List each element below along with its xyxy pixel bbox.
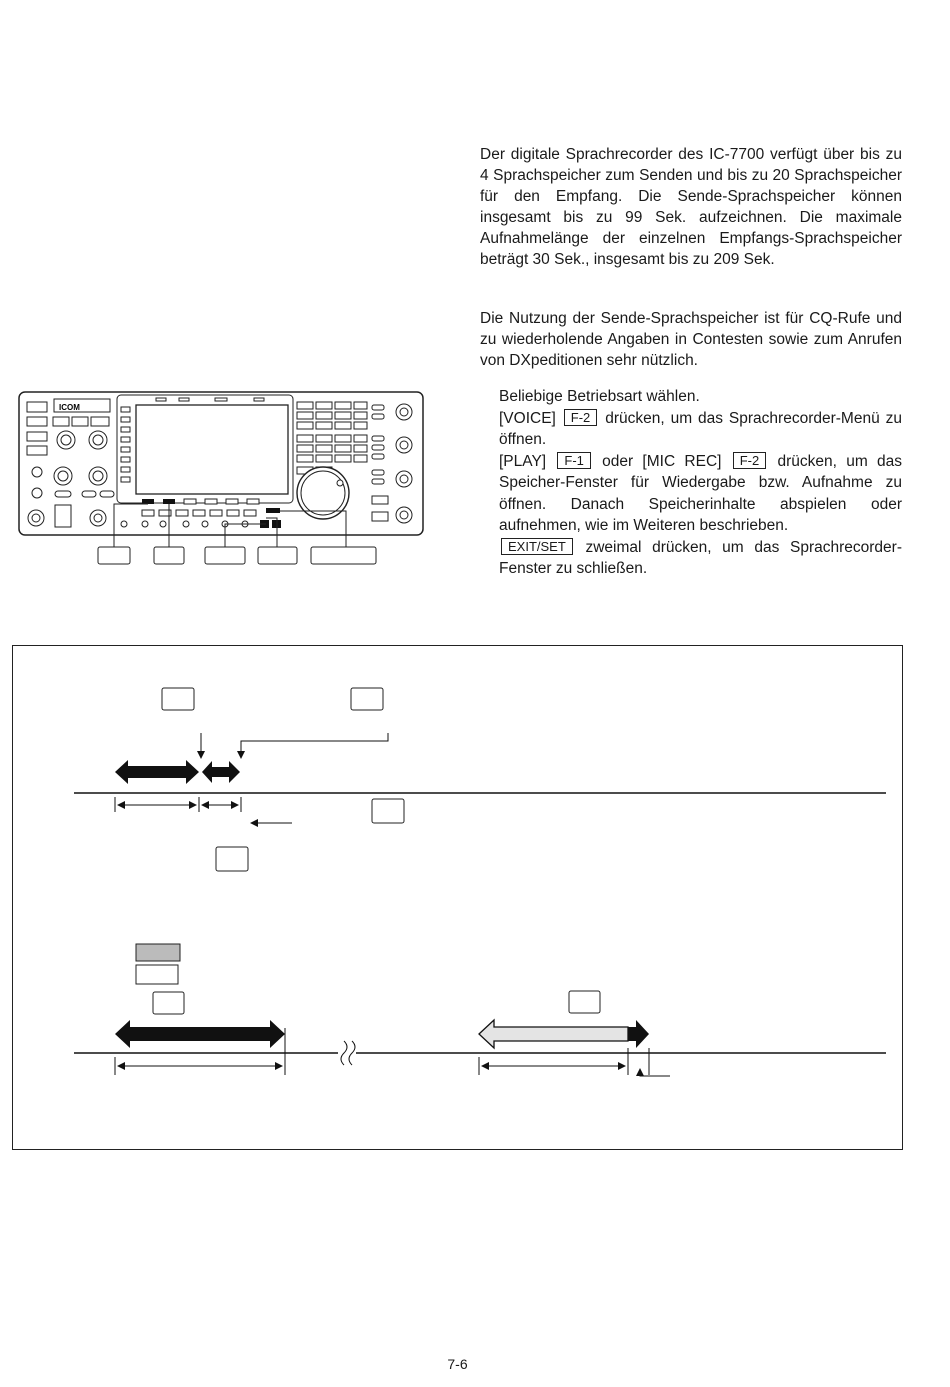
timing-diagram-drawing <box>12 645 903 1150</box>
step-2-voice: [VOICE] <box>499 409 556 427</box>
playback-bar-end <box>628 1020 649 1048</box>
step-2-text: drücken, um das Sprachrecorder-Menü zu öffnen. <box>499 409 902 448</box>
intro-paragraph-2: Die Nutzung der Sende-Sprachspeicher ist für CQ-Rufe und zu wiederholende Angaben in Contesten sowie zum Anrufen von DXpeditionen sehr nützlich. <box>480 310 902 369</box>
f2-key: F-2 <box>733 452 767 469</box>
legend-swatch-white <box>136 965 178 984</box>
upper-callout-4 <box>216 847 248 871</box>
radio-display <box>136 405 288 494</box>
recording-bar-1 <box>115 760 199 784</box>
callout-boxes <box>98 547 376 564</box>
step-3-mic-rec: oder [MIC REC] <box>602 452 722 470</box>
lower-callout-1 <box>153 992 184 1014</box>
page-number: 7-6 <box>447 1356 468 1372</box>
radio-brand: ICOM <box>59 403 80 412</box>
exit-set-key: EXIT/SET <box>501 538 573 555</box>
upper-callout-1 <box>162 688 194 710</box>
legend-swatch-gray <box>136 944 180 961</box>
recording-bar-3 <box>115 1020 285 1048</box>
step-4 <box>499 537 902 580</box>
f1-key: F-1 <box>557 452 591 469</box>
radio-front-panel-illustration <box>18 390 428 568</box>
step-2 <box>499 408 902 451</box>
step-3 <box>499 451 902 537</box>
step-3-play: [PLAY] <box>499 452 547 470</box>
step-1: Beliebige Betriebsart wählen. <box>499 388 700 405</box>
upper-callout-2 <box>351 688 383 710</box>
steps-list <box>499 386 902 580</box>
lower-callout-2 <box>569 991 600 1013</box>
axis-break-symbol <box>341 1041 347 1065</box>
f2-key: F-2 <box>564 409 598 426</box>
intro-paragraph-1: Der digitale Sprachrecorder des IC-7700 verfügt über bis zu 4 Sprachspeicher zum Senden und bis zu 20 Sprachspeicher für den Empfang. Die Sende-Sprachspeicher können insgesamt bis zu 99 Sek. aufzeichnen. Die maximale Aufnahmelänge der einzelnen Empfangs-Sprachspeicher beträgt 30 Sek., insgesamt bis zu 209 Sek. <box>480 146 902 268</box>
recording-bar-2 <box>202 761 240 783</box>
step-3-text: drücken, um das Speicher-Fenster für Wiedergabe bzw. Aufnahme zu öffnen. Danach Speicherinhalte abspielen oder aufnehmen, wie im Weiteren beschrieben. <box>499 452 902 534</box>
step-4-text: zweimal drücken, um das Sprachrecorder-Fenster zu schließen. <box>499 538 902 577</box>
upper-callout-3 <box>372 799 404 823</box>
playback-bar-gray <box>479 1020 628 1048</box>
